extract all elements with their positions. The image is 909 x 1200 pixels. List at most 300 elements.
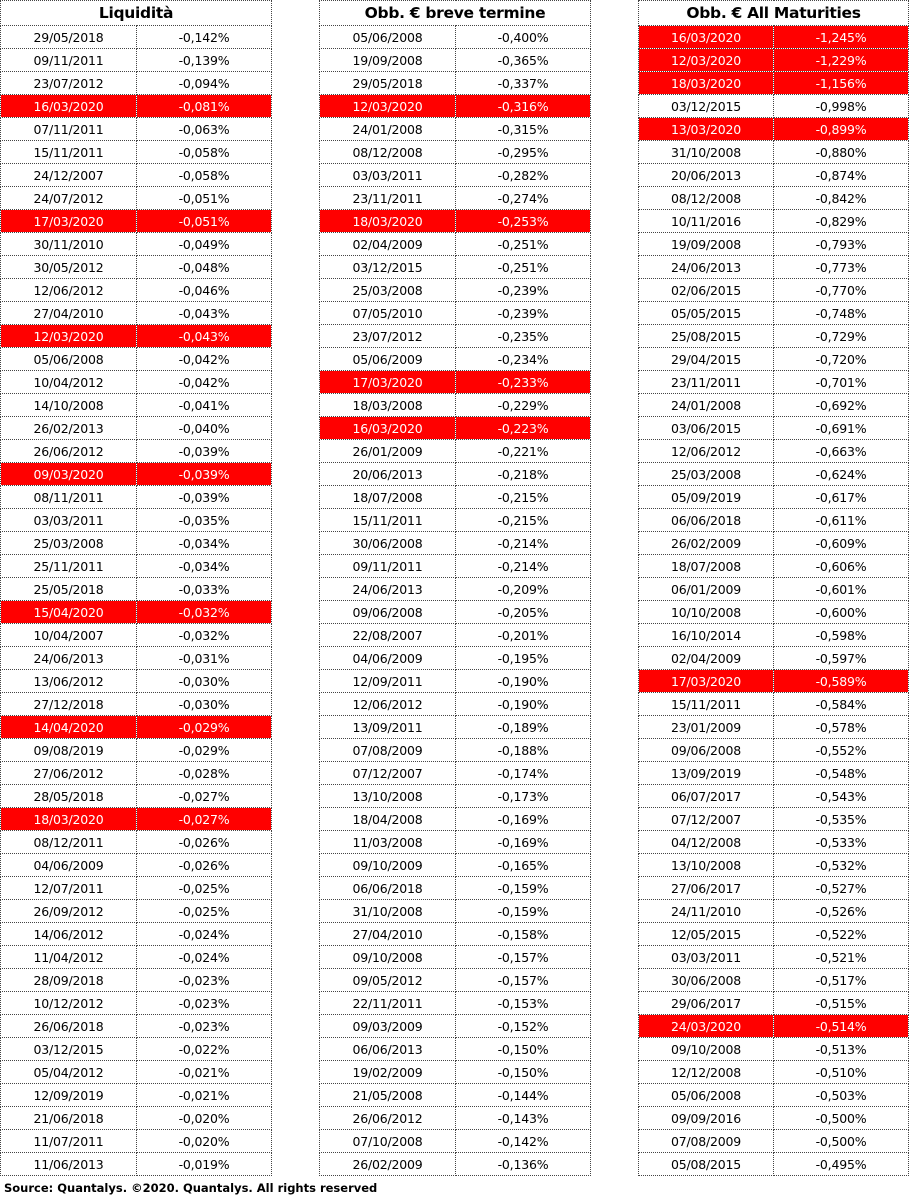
- value-cell: -0,205%: [456, 601, 591, 624]
- table-row: [639, 1084, 909, 1107]
- table-row: [1, 670, 272, 693]
- date-cell: 23/01/2009: [639, 716, 774, 739]
- table-row: [1, 371, 272, 394]
- table-row: [639, 1153, 909, 1176]
- date-cell: 12/09/2011: [320, 670, 456, 693]
- value-cell: -0,081%: [137, 95, 272, 118]
- value-cell: -0,533%: [774, 831, 909, 854]
- table-row: [1, 72, 272, 95]
- value-cell: -0,527%: [774, 877, 909, 900]
- table-row: [639, 739, 909, 762]
- table-row: [1, 647, 272, 670]
- value-cell: -1,245%: [774, 26, 909, 49]
- table-row: [320, 624, 591, 647]
- date-cell: 02/06/2015: [639, 279, 774, 302]
- value-cell: -0,169%: [456, 808, 591, 831]
- value-cell: -0,025%: [137, 877, 272, 900]
- table-row: [639, 118, 909, 141]
- table-row: [320, 95, 591, 118]
- date-cell: 09/03/2009: [320, 1015, 456, 1038]
- table-row: [320, 417, 591, 440]
- table-row: [320, 1084, 591, 1107]
- value-cell: -0,020%: [137, 1130, 272, 1153]
- date-cell: 05/06/2008: [1, 348, 137, 371]
- date-cell: 29/05/2018: [1, 26, 137, 49]
- value-cell: -0,152%: [456, 1015, 591, 1038]
- value-cell: -0,040%: [137, 417, 272, 440]
- date-cell: 07/12/2007: [320, 762, 456, 785]
- value-cell: -0,049%: [137, 233, 272, 256]
- value-cell: -0,513%: [774, 1038, 909, 1061]
- value-cell: -0,031%: [137, 647, 272, 670]
- value-cell: -0,337%: [456, 72, 591, 95]
- value-cell: -0,235%: [456, 325, 591, 348]
- table-row: [320, 348, 591, 371]
- table-row: [1, 693, 272, 716]
- table-row: [320, 164, 591, 187]
- date-cell: 13/06/2012: [1, 670, 137, 693]
- table-row: [1, 210, 272, 233]
- table-row: [639, 1061, 909, 1084]
- source-footer: Source: Quantalys. ©2020. Quantalys. All rights reserved: [4, 1181, 378, 1195]
- date-cell: 21/05/2008: [320, 1084, 456, 1107]
- date-cell: 18/04/2008: [320, 808, 456, 831]
- date-cell: 06/01/2009: [639, 578, 774, 601]
- table-row: [320, 210, 591, 233]
- value-cell: -0,215%: [456, 509, 591, 532]
- date-cell: 03/12/2015: [320, 256, 456, 279]
- date-cell: 21/06/2018: [1, 1107, 137, 1130]
- date-cell: 02/04/2009: [639, 647, 774, 670]
- table-row: [320, 578, 591, 601]
- value-cell: -0,522%: [774, 923, 909, 946]
- date-cell: 22/11/2011: [320, 992, 456, 1015]
- table-row: [639, 440, 909, 463]
- date-cell: 25/03/2008: [320, 279, 456, 302]
- table-row: [1, 578, 272, 601]
- value-cell: -0,094%: [137, 72, 272, 95]
- date-cell: 19/02/2009: [320, 1061, 456, 1084]
- value-cell: -0,503%: [774, 1084, 909, 1107]
- date-cell: 24/03/2020: [639, 1015, 774, 1038]
- date-cell: 07/11/2011: [1, 118, 137, 141]
- value-cell: -0,158%: [456, 923, 591, 946]
- date-cell: 17/03/2020: [639, 670, 774, 693]
- date-cell: 31/10/2008: [639, 141, 774, 164]
- table-row: [1, 923, 272, 946]
- table-row: [320, 187, 591, 210]
- table-row: [639, 141, 909, 164]
- value-cell: -0,209%: [456, 578, 591, 601]
- value-cell: -0,195%: [456, 647, 591, 670]
- table-row: [1, 739, 272, 762]
- table-row: [320, 670, 591, 693]
- table-row: [639, 72, 909, 95]
- date-cell: 04/06/2009: [320, 647, 456, 670]
- value-cell: -0,025%: [137, 900, 272, 923]
- table-row: [1, 900, 272, 923]
- value-cell: -0,584%: [774, 693, 909, 716]
- table-row: [320, 969, 591, 992]
- date-cell: 03/06/2015: [639, 417, 774, 440]
- value-cell: -0,058%: [137, 164, 272, 187]
- date-cell: 09/05/2012: [320, 969, 456, 992]
- date-cell: 07/10/2008: [320, 1130, 456, 1153]
- table-row: [1, 1130, 272, 1153]
- date-cell: 09/06/2008: [639, 739, 774, 762]
- date-cell: 06/07/2017: [639, 785, 774, 808]
- date-cell: 15/11/2011: [639, 693, 774, 716]
- table-row: [320, 1107, 591, 1130]
- date-cell: 16/03/2020: [1, 95, 137, 118]
- date-cell: 25/05/2018: [1, 578, 137, 601]
- date-cell: 30/11/2010: [1, 233, 137, 256]
- table-row: [320, 509, 591, 532]
- table-row: [320, 302, 591, 325]
- value-cell: -0,136%: [456, 1153, 591, 1176]
- date-cell: 26/02/2009: [320, 1153, 456, 1176]
- value-cell: -0,165%: [456, 854, 591, 877]
- value-cell: -0,606%: [774, 555, 909, 578]
- table-title: Obb. € breve termine: [320, 1, 591, 26]
- date-cell: 28/09/2018: [1, 969, 137, 992]
- table-row: [639, 624, 909, 647]
- value-cell: -0,201%: [456, 624, 591, 647]
- date-cell: 05/09/2019: [639, 486, 774, 509]
- date-cell: 18/07/2008: [639, 555, 774, 578]
- value-cell: -0,048%: [137, 256, 272, 279]
- table-row: [1, 808, 272, 831]
- value-cell: -0,020%: [137, 1107, 272, 1130]
- value-cell: -0,159%: [456, 877, 591, 900]
- table-row: [320, 72, 591, 95]
- table-row: [1, 762, 272, 785]
- date-cell: 05/08/2015: [639, 1153, 774, 1176]
- date-cell: 24/06/2013: [1, 647, 137, 670]
- value-cell: -0,611%: [774, 509, 909, 532]
- table-row: [320, 785, 591, 808]
- value-cell: -0,028%: [137, 762, 272, 785]
- table-row: [639, 900, 909, 923]
- table-row: [639, 555, 909, 578]
- table-row: [1, 256, 272, 279]
- table-row: [1, 486, 272, 509]
- value-cell: -0,251%: [456, 233, 591, 256]
- value-cell: -0,720%: [774, 348, 909, 371]
- value-cell: -1,156%: [774, 72, 909, 95]
- table-row: [639, 946, 909, 969]
- value-cell: -0,773%: [774, 256, 909, 279]
- date-cell: 24/07/2012: [1, 187, 137, 210]
- table-row: [1, 1061, 272, 1084]
- table-row: [639, 325, 909, 348]
- date-cell: 28/05/2018: [1, 785, 137, 808]
- date-cell: 02/04/2009: [320, 233, 456, 256]
- date-cell: 17/03/2020: [1, 210, 137, 233]
- date-cell: 14/04/2020: [1, 716, 137, 739]
- date-cell: 04/12/2008: [639, 831, 774, 854]
- table-row: [1, 1084, 272, 1107]
- value-cell: -0,021%: [137, 1084, 272, 1107]
- date-cell: 11/07/2011: [1, 1130, 137, 1153]
- value-cell: -0,517%: [774, 969, 909, 992]
- value-cell: -0,023%: [137, 969, 272, 992]
- table-row: [320, 877, 591, 900]
- table-row: [639, 1107, 909, 1130]
- date-cell: 13/03/2020: [639, 118, 774, 141]
- value-cell: -0,214%: [456, 555, 591, 578]
- date-cell: 09/10/2008: [320, 946, 456, 969]
- table-row: [320, 716, 591, 739]
- table-row: [1, 946, 272, 969]
- table-row: [639, 670, 909, 693]
- table-row: [1, 992, 272, 1015]
- date-cell: 29/04/2015: [639, 348, 774, 371]
- table-row: [639, 371, 909, 394]
- table-row: [320, 831, 591, 854]
- value-cell: -0,190%: [456, 670, 591, 693]
- value-cell: -1,229%: [774, 49, 909, 72]
- date-cell: 15/11/2011: [320, 509, 456, 532]
- table-row: [1, 95, 272, 118]
- date-cell: 31/10/2008: [320, 900, 456, 923]
- value-cell: -0,042%: [137, 371, 272, 394]
- date-cell: 08/12/2008: [320, 141, 456, 164]
- value-cell: -0,701%: [774, 371, 909, 394]
- date-cell: 12/09/2019: [1, 1084, 137, 1107]
- value-cell: -0,692%: [774, 394, 909, 417]
- date-cell: 13/09/2019: [639, 762, 774, 785]
- table-row: [1, 1153, 272, 1176]
- date-cell: 11/06/2013: [1, 1153, 137, 1176]
- table-row: [1, 463, 272, 486]
- value-cell: -0,143%: [456, 1107, 591, 1130]
- table-row: [639, 509, 909, 532]
- value-cell: -0,150%: [456, 1061, 591, 1084]
- date-cell: 09/06/2008: [320, 601, 456, 624]
- value-cell: -0,157%: [456, 969, 591, 992]
- value-cell: -0,034%: [137, 555, 272, 578]
- value-cell: -0,019%: [137, 1153, 272, 1176]
- table-row: [1, 532, 272, 555]
- table-row: [639, 992, 909, 1015]
- value-cell: -0,039%: [137, 463, 272, 486]
- table-row: [1, 509, 272, 532]
- value-cell: -0,142%: [456, 1130, 591, 1153]
- date-cell: 24/06/2013: [639, 256, 774, 279]
- value-cell: -0,032%: [137, 624, 272, 647]
- date-cell: 12/03/2020: [639, 49, 774, 72]
- date-cell: 26/06/2012: [320, 1107, 456, 1130]
- value-cell: -0,239%: [456, 279, 591, 302]
- table-row: [639, 463, 909, 486]
- date-cell: 07/05/2010: [320, 302, 456, 325]
- value-cell: -0,521%: [774, 946, 909, 969]
- date-cell: 12/03/2020: [1, 325, 137, 348]
- value-cell: -0,239%: [456, 302, 591, 325]
- date-cell: 29/06/2017: [639, 992, 774, 1015]
- date-cell: 16/03/2020: [639, 26, 774, 49]
- value-cell: -0,253%: [456, 210, 591, 233]
- value-cell: -0,024%: [137, 923, 272, 946]
- table-row: [1, 716, 272, 739]
- table-obb-all-maturities: [638, 0, 909, 1176]
- date-cell: 13/10/2008: [320, 785, 456, 808]
- value-cell: -0,029%: [137, 739, 272, 762]
- value-cell: -0,597%: [774, 647, 909, 670]
- date-cell: 10/11/2016: [639, 210, 774, 233]
- table-row: [320, 49, 591, 72]
- table-row: [1, 417, 272, 440]
- value-cell: -0,400%: [456, 26, 591, 49]
- table-row: [320, 279, 591, 302]
- value-cell: -0,880%: [774, 141, 909, 164]
- date-cell: 09/10/2009: [320, 854, 456, 877]
- table-row: [320, 946, 591, 969]
- date-cell: 25/03/2008: [1, 532, 137, 555]
- date-cell: 23/07/2012: [320, 325, 456, 348]
- table-row: [320, 601, 591, 624]
- date-cell: 09/03/2020: [1, 463, 137, 486]
- value-cell: -0,842%: [774, 187, 909, 210]
- value-cell: -0,023%: [137, 1015, 272, 1038]
- table-row: [639, 923, 909, 946]
- value-cell: -0,026%: [137, 854, 272, 877]
- value-cell: -0,034%: [137, 532, 272, 555]
- value-cell: -0,022%: [137, 1038, 272, 1061]
- value-cell: -0,046%: [137, 279, 272, 302]
- date-cell: 10/04/2007: [1, 624, 137, 647]
- table-row: [320, 371, 591, 394]
- date-cell: 19/09/2008: [320, 49, 456, 72]
- table-row: [320, 1153, 591, 1176]
- table-row: [320, 141, 591, 164]
- table-row: [1, 440, 272, 463]
- date-cell: 20/06/2013: [639, 164, 774, 187]
- value-cell: -0,998%: [774, 95, 909, 118]
- value-cell: -0,030%: [137, 693, 272, 716]
- value-cell: -0,169%: [456, 831, 591, 854]
- table-row: [639, 785, 909, 808]
- date-cell: 12/06/2012: [1, 279, 137, 302]
- table-row: [320, 854, 591, 877]
- table-row: [639, 578, 909, 601]
- date-cell: 03/12/2015: [639, 95, 774, 118]
- date-cell: 18/03/2020: [320, 210, 456, 233]
- table-row: [639, 969, 909, 992]
- value-cell: -0,234%: [456, 348, 591, 371]
- value-cell: -0,495%: [774, 1153, 909, 1176]
- value-cell: -0,663%: [774, 440, 909, 463]
- value-cell: -0,601%: [774, 578, 909, 601]
- value-cell: -0,729%: [774, 325, 909, 348]
- date-cell: 23/11/2011: [639, 371, 774, 394]
- date-cell: 18/03/2008: [320, 394, 456, 417]
- date-cell: 16/10/2014: [639, 624, 774, 647]
- date-cell: 18/03/2020: [1, 808, 137, 831]
- value-cell: -0,214%: [456, 532, 591, 555]
- date-cell: 09/11/2011: [1, 49, 137, 72]
- value-cell: -0,041%: [137, 394, 272, 417]
- date-cell: 05/06/2008: [320, 26, 456, 49]
- value-cell: -0,159%: [456, 900, 591, 923]
- value-cell: -0,142%: [137, 26, 272, 49]
- date-cell: 03/03/2011: [320, 164, 456, 187]
- date-cell: 04/06/2009: [1, 854, 137, 877]
- date-cell: 12/07/2011: [1, 877, 137, 900]
- date-cell: 07/08/2009: [320, 739, 456, 762]
- value-cell: -0,510%: [774, 1061, 909, 1084]
- table-row: [639, 716, 909, 739]
- date-cell: 25/11/2011: [1, 555, 137, 578]
- date-cell: 10/04/2012: [1, 371, 137, 394]
- table-row: [320, 900, 591, 923]
- date-cell: 30/05/2012: [1, 256, 137, 279]
- table-row: [639, 26, 909, 49]
- value-cell: -0,188%: [456, 739, 591, 762]
- table-row: [639, 762, 909, 785]
- table-row: [1, 877, 272, 900]
- table-row: [639, 1038, 909, 1061]
- table-row: [320, 762, 591, 785]
- date-cell: 06/06/2013: [320, 1038, 456, 1061]
- date-cell: 30/06/2008: [320, 532, 456, 555]
- value-cell: -0,535%: [774, 808, 909, 831]
- value-cell: -0,552%: [774, 739, 909, 762]
- table-row: [1, 164, 272, 187]
- date-cell: 12/05/2015: [639, 923, 774, 946]
- table-row: [1, 118, 272, 141]
- date-cell: 24/06/2013: [320, 578, 456, 601]
- value-cell: -0,578%: [774, 716, 909, 739]
- date-cell: 15/04/2020: [1, 601, 137, 624]
- value-cell: -0,221%: [456, 440, 591, 463]
- value-cell: -0,027%: [137, 808, 272, 831]
- value-cell: -0,173%: [456, 785, 591, 808]
- table-row: [639, 1015, 909, 1038]
- date-cell: 26/09/2012: [1, 900, 137, 923]
- date-cell: 06/06/2018: [320, 877, 456, 900]
- table-row: [1, 854, 272, 877]
- date-cell: 27/04/2010: [1, 302, 137, 325]
- table-row: [1, 831, 272, 854]
- date-cell: 12/06/2012: [320, 693, 456, 716]
- table-row: [320, 693, 591, 716]
- date-cell: 24/01/2008: [639, 394, 774, 417]
- table-row: [320, 739, 591, 762]
- date-cell: 26/06/2018: [1, 1015, 137, 1038]
- table-row: [320, 1038, 591, 1061]
- value-cell: -0,233%: [456, 371, 591, 394]
- value-cell: -0,144%: [456, 1084, 591, 1107]
- date-cell: 05/06/2008: [639, 1084, 774, 1107]
- table-row: [320, 532, 591, 555]
- value-cell: -0,274%: [456, 187, 591, 210]
- date-cell: 11/03/2008: [320, 831, 456, 854]
- date-cell: 12/03/2020: [320, 95, 456, 118]
- date-cell: 07/08/2009: [639, 1130, 774, 1153]
- date-cell: 08/11/2011: [1, 486, 137, 509]
- value-cell: -0,215%: [456, 486, 591, 509]
- value-cell: -0,035%: [137, 509, 272, 532]
- value-cell: -0,190%: [456, 693, 591, 716]
- table-row: [1, 279, 272, 302]
- value-cell: -0,043%: [137, 325, 272, 348]
- table-row: [639, 601, 909, 624]
- date-cell: 24/01/2008: [320, 118, 456, 141]
- table-liquidita: [0, 0, 272, 1176]
- table-row: [1, 624, 272, 647]
